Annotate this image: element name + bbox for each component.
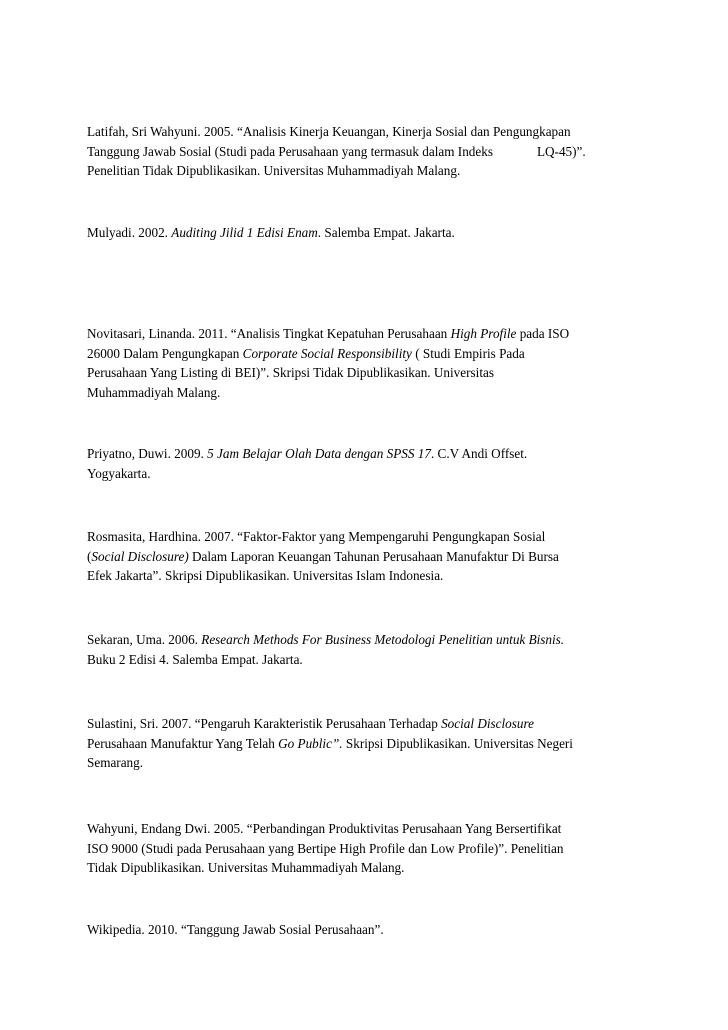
reference-text: pada ISO <box>516 326 570 341</box>
reference-text: Sekaran, Uma. 2006. <box>87 632 202 647</box>
reference-line: Tidak Dipublikasikan. Universitas Muhammadiyah Malang. <box>87 860 405 875</box>
reference-entry-mulyadi <box>87 223 647 243</box>
reference-line <box>87 444 647 464</box>
reference-text: Skripsi Dipublikasikan. Universitas Negeri <box>342 735 573 751</box>
reference-italic: Go Public”. <box>278 735 343 751</box>
reference-line <box>87 223 647 243</box>
reference-line: ISO 9000 (Studi pada Perusahaan yang Bertipe High Profile dan Low Profile)”. Penelitian <box>87 840 564 856</box>
reference-line: Wikipedia. 2010. “Tanggung Jawab Sosial Perusahaan”. <box>87 922 384 937</box>
reference-entry-novitasari <box>87 324 647 402</box>
reference-line <box>87 630 647 650</box>
reference-italic: Social Disclosure) <box>91 548 189 564</box>
reference-text: Tanggung Jawab Sosial (Studi pada Perusahaan yang termasuk dalam Indeks <box>87 143 493 159</box>
reference-text: Priyatno, Duwi. 2009. <box>87 446 208 461</box>
reference-title: Research Methods For Business Metodologi Penelitian untuk Bisnis. <box>201 632 565 647</box>
reference-text: LQ-45)”. <box>536 143 586 159</box>
reference-line: Buku 2 Edisi 4. Salemba Empat. Jakarta. <box>87 651 303 667</box>
reference-line <box>87 547 647 567</box>
reference-line <box>87 714 647 734</box>
reference-line: Rosmasita, Hardhina. 2007. “Faktor-Faktor yang Mempengaruhi Pengungkapan Sosial <box>87 529 546 544</box>
reference-italic: Social Disclosure <box>441 716 534 731</box>
reference-line: Muhammadiyah Malang. <box>87 384 221 400</box>
reference-text: . Salemba Empat. Jakarta. <box>317 225 455 240</box>
reference-line <box>87 142 647 162</box>
reference-line: Latifah, Sri Wahyuni. 2005. “Analisis Kinerja Keuangan, Kinerja Sosial dan Pengungkapan <box>87 124 571 139</box>
reference-line: Semarang. <box>87 755 144 770</box>
reference-entry-latifah <box>87 122 647 181</box>
reference-entry-sekaran <box>87 630 647 669</box>
reference-entry-sulastini <box>87 714 647 773</box>
reference-italic: High Profile <box>450 326 517 341</box>
reference-text: Dalam Laporan Keuangan Tahunan Perusahaan Manufaktur Di Bursa <box>188 548 559 564</box>
reference-text: ( Studi Empiris Pada <box>411 345 525 361</box>
reference-entry-wikipedia <box>87 920 647 940</box>
reference-text: Perusahaan Manufaktur Yang Telah <box>87 735 279 751</box>
reference-title: Auditing Jilid 1 Edisi Enam <box>171 225 318 240</box>
reference-entry-priyatno <box>87 444 647 483</box>
reference-text: Sulastini, Sri. 2007. “Pengaruh Karakteristik Perusahaan Terhadap <box>87 716 442 731</box>
reference-line: Yogyakarta. <box>87 465 151 481</box>
reference-italic: Corporate Social Responsibility <box>242 345 412 361</box>
reference-line <box>87 324 647 344</box>
reference-text: Mulyadi. 2002. <box>87 225 172 240</box>
reference-line <box>87 734 647 754</box>
reference-line: Penelitian Tidak Dipublikasikan. Universitas Muhammadiyah Malang. <box>87 163 461 178</box>
reference-line: Efek Jakarta”. Skripsi Dipublikasikan. Universitas Islam Indonesia. <box>87 568 444 583</box>
reference-line: Perusahaan Yang Listing di BEI)”. Skripsi Tidak Dipublikasikan. Universitas <box>87 365 494 380</box>
reference-text: . C.V Andi Offset. <box>430 446 528 461</box>
reference-text: 26000 Dalam Pengungkapan <box>87 345 243 361</box>
reference-text: Novitasari, Linanda. 2011. “Analisis Tingkat Kepatuhan Perusahaan <box>87 326 451 341</box>
reference-entry-rosmasita <box>87 527 647 586</box>
reference-line: Wahyuni, Endang Dwi. 2005. “Perbandingan Produktivitas Perusahaan Yang Bersertifikat <box>87 821 562 836</box>
reference-text: ( <box>87 548 92 564</box>
reference-title: 5 Jam Belajar Olah Data dengan SPSS 17 <box>207 446 431 461</box>
reference-line <box>87 344 647 364</box>
reference-entry-wahyuni <box>87 819 647 878</box>
